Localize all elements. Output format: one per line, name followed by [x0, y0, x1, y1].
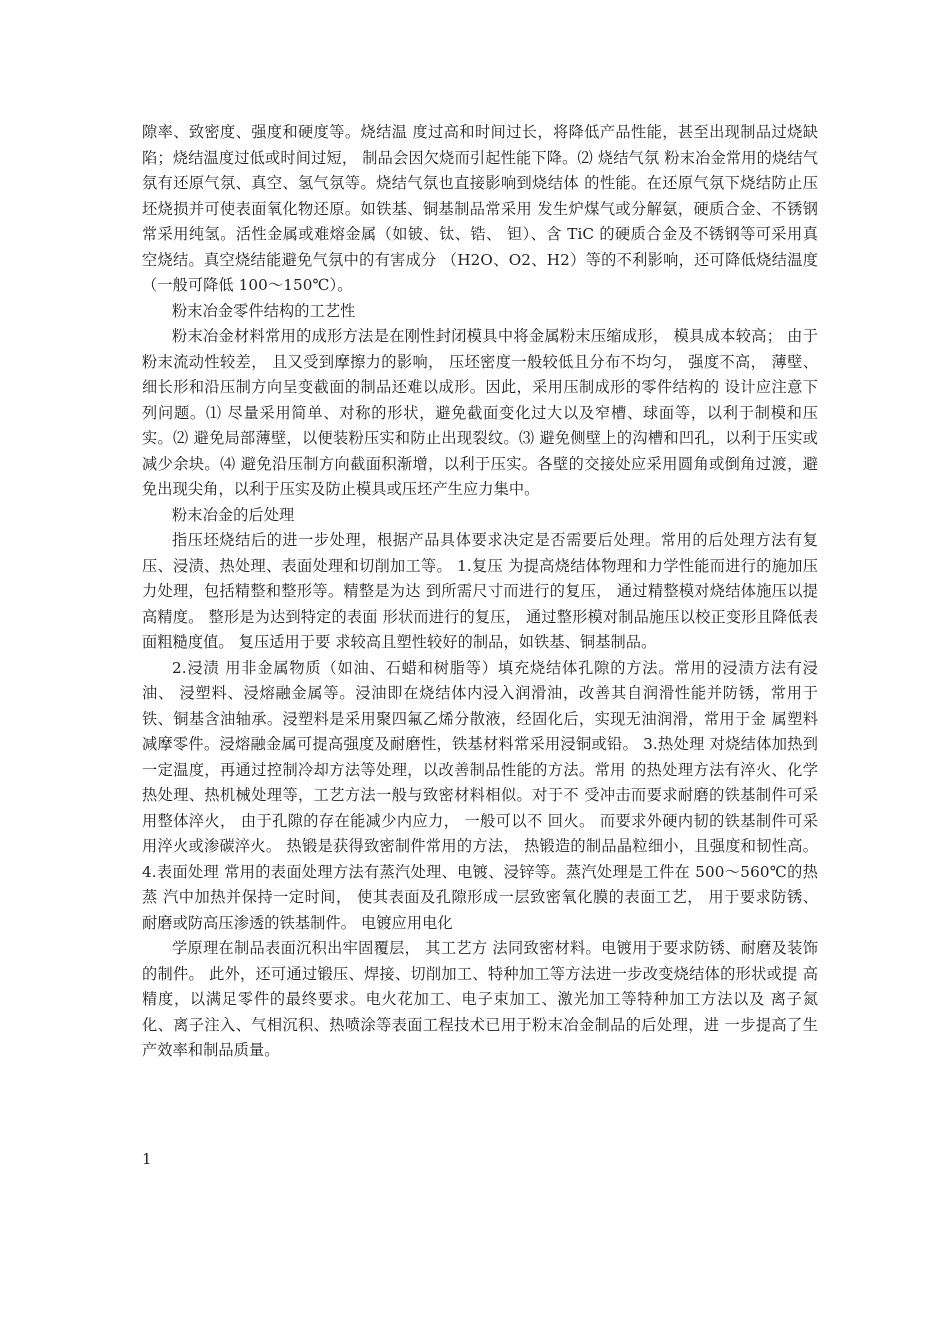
paragraph-post-processing-repressing: 指压坯烧结后的进一步处理，根据产品具体要求决定是否需要后处理。常用的后处理方法有复压、浸渍、热处理、表面处理和切削加工等。 1.复压 为提高烧结体物理和力学性能而进行的施加压力处理，包括精整和整形等。精整是为达 到所需尺寸而进行的复压， 通过精整模对烧结体施压以提高精度。 整形是为达到特定的表面 形状而进行的复压， 通过整形模对制品施压以校正变形且降低表面粗糙度值。 复压适用于要 求较高且塑性较好的制品，如铁基、铜基制品。 [142, 531, 818, 651]
paragraph-sintering-conditions: 隙率、致密度、强度和硬度等。烧结温 度过高和时间过长，将降低产品性能，甚至出现制品过烧缺陷；烧结温度过低或时间过短， 制品会因欠烧而引起性能下降。⑵ 烧结气氛 粉末冶金常用的烧结气氛有还原气氛、真空、氢气氛等。烧结气氛也直接影响到烧结体 的性能。在还原气氛下烧结防止压坯烧损并可使表面氧化物还原。如铁基、铜基制品常采用 发生炉煤气或分解氨，硬质合金、不锈钢常采用纯氢。活性金属或难熔金属（如铍、钛、锆、 钽）、含 TiC 的硬质合金及不锈钢等可采用真空烧结。真空烧结能避免气氛中的有害成分 （H2O、O2、H2）等的不利影响，还可降低烧结温度（一般可降低 100～150℃）。 [142, 123, 818, 294]
page-number: 1 [142, 1150, 152, 1168]
paragraph-impregnation-heat-surface: 2.浸渍 用非金属物质（如油、石蜡和树脂等）填充烧结体孔隙的方法。常用的浸渍方法有浸油、 浸塑料、浸熔融金属等。浸油即在烧结体内浸入润滑油，改善其自润滑性能并防锈，常用于 铁、铜基含油轴承。浸塑料是采用聚四氟乙烯分散液，经固化后，实现无油润滑，常用于金 属塑料减摩零件。浸熔融金属可提高强度及耐磨性，铁基材料常采用浸铜或铅。 3.热处理 对烧结体加热到一定温度，再通过控制冷却方法等处理，以改善制品性能的方法。常用 的热处理方法有淬火、化学热处理、热机械处理等，工艺方法一般与致密材料相似。对于不 受冲击而要求耐磨的铁基制件可采用整体淬火， 由于孔隙的存在能减少内应力， 一般可以不 回火。 而要求外硬内韧的铁基制件可采用淬火或渗碳淬火。 热锻是获得致密制件常用的方法， 热锻造的制品晶粒细小，且强度和韧性高。 4.表面处理 常用的表面处理方法有蒸汽处理、电镀、浸锌等。蒸汽处理是工件在 500～560℃的热蒸 汽中加热并保持一定时间， 使其表面及孔隙形成一层致密氧化膜的表面工艺， 用于要求防锈、 耐磨或防高压渗透的铁基制件。 电镀应用电化 [142, 658, 818, 932]
paragraph-part-structure: 粉末冶金材料常用的成形方法是在刚性封闭模具中将金属粉末压缩成形， 模具成本较高； 由于粉末流动性较差， 且又受到摩擦力的影响， 压坯密度一般较低且分布不均匀， 强度不高， 薄壁、细长形和沿压制方向呈变截面的制品还难以成形。因此，采用压制成形的零件结构的 设计应注意下列问题。⑴ 尽量采用简单、对称的形状，避免截面变化过大以及窄槽、球面等，以利于制模和压 实。⑵ 避免局部薄壁，以便装粉压实和防止出现裂纹。⑶ 避免侧壁上的沟槽和凹孔，以利于压实或减少余块。⑷ 避免沿压制方向截面积渐增，以利于压实。各壁的交接处应采用圆角或倒角过渡，避 免出现尖角，以利于压实及防止模具或压坯产生应力集中。 [142, 327, 818, 498]
document-body [142, 120, 818, 1064]
section-heading-post-processing: 粉末冶金的后处理 [172, 505, 295, 524]
section-heading-part-structure: 粉末冶金零件结构的工艺性 [172, 301, 356, 320]
paragraph-electroplating-machining: 学原理在制品表面沉积出牢固覆层， 其工艺方 法同致密材料。电镀用于要求防锈、耐磨及装饰的制件。 此外，还可通过锻压、焊接、切削加工、特种加工等方法进一步改变烧结体的形状或提 高精度，以满足零件的最终要求。电火花加工、电子束加工、激光加工等特种加工方法以及 离子氮化、离子注入、气相沉积、热喷涂等表面工程技术已用于粉末冶金制品的后处理，进 一步提高了生产效率和制品质量。 [142, 939, 818, 1059]
